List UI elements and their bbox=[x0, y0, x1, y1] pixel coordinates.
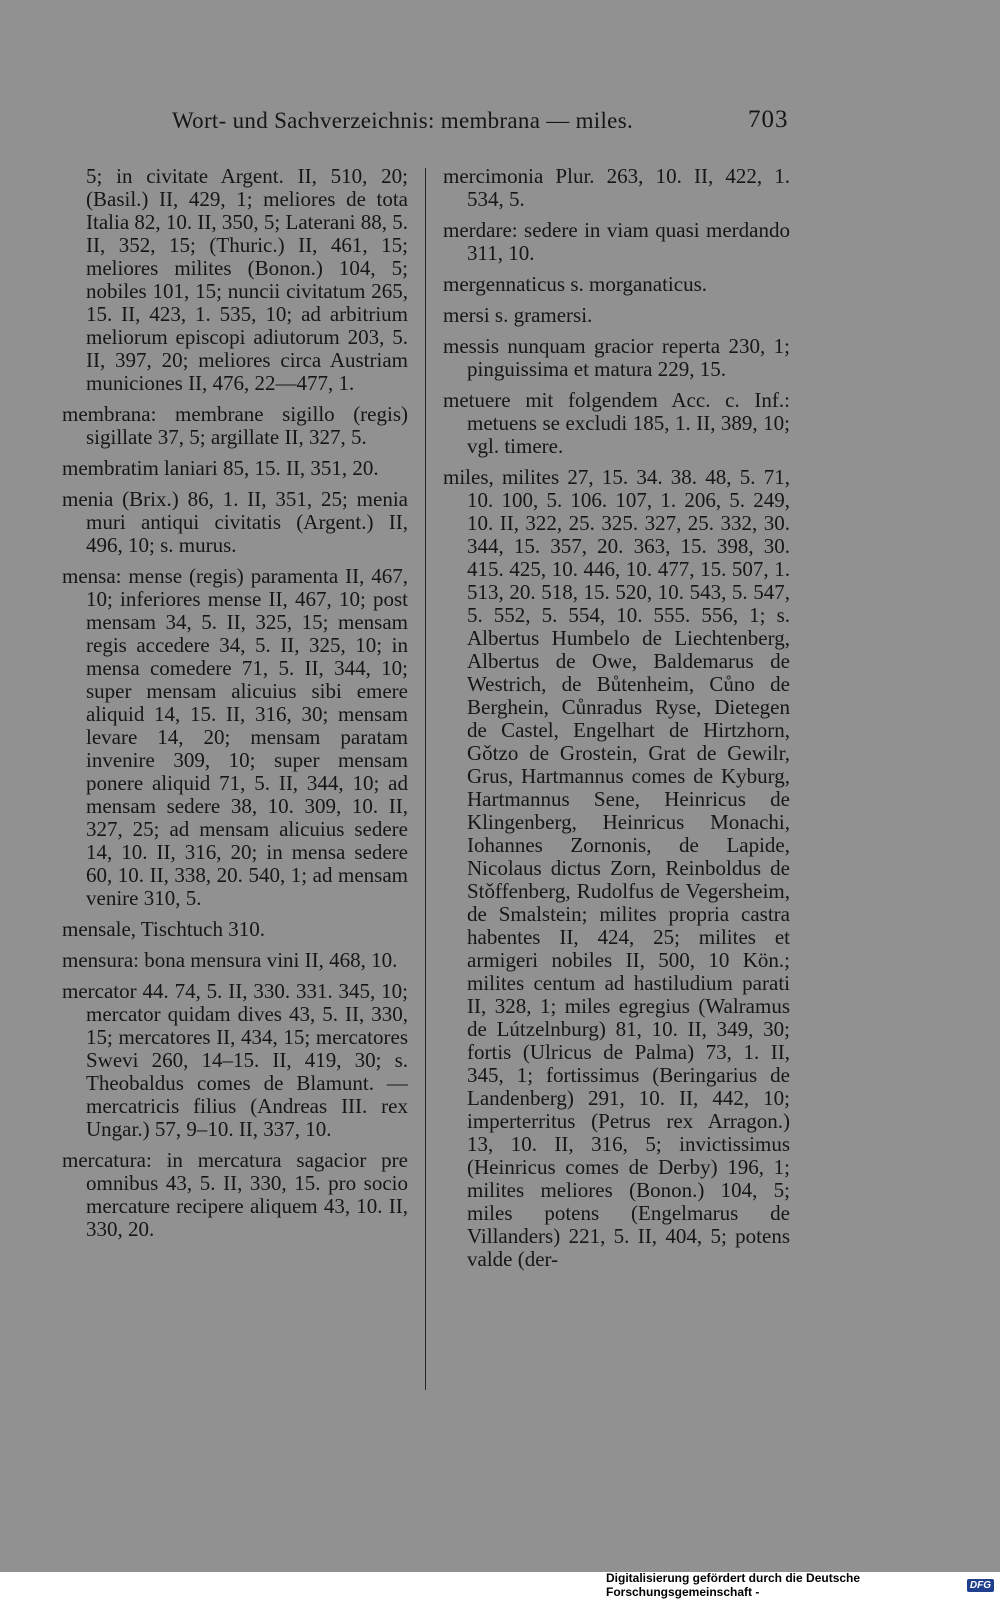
column-divider bbox=[425, 168, 426, 1390]
index-entry-metuere: metuere mit folgendem Acc. c. Inf.: metuens se excludi 185, 1. II, 389, 10; vgl. timere. bbox=[443, 388, 790, 458]
index-entry-membratim: membratim laniari 85, 15. II, 351, 20. bbox=[62, 456, 379, 480]
index-entry-mercator: mercator 44. 74, 5. II, 330. 331. 345, 10; mercator quidam dives 43, 5. II, 330, 15; mercatores II, 434, 15; mercatores Swevi 260, 14–15. II, 419, 30; s. Theobaldus comes de Blamunt. — mercatricis filius (Andreas III. rex Ungar.) 57, 9–10. II, 337, 10. bbox=[62, 979, 408, 1141]
index-entry-continuation: 5; in civitate Argent. II, 510, 20; (Basil.) II, 429, 1; meliores de tota Italia 82, 10. II, 350, 5; Laterani 88, 5. II, 352, 15; (Thuric.) II, 461, 15; meliores milites (Bonon.) 104, 5; nobiles 101, 15; nuncii civitatum 265, 15. II, 423, 1. 535, 10; ad arbitrium meliorum episcopi adiutorum 203, 5. II, 397, 20; meliores circa Austriam municiones II, 476, 22—477, 1. bbox=[86, 164, 408, 395]
credit-text: Digitalisierung gefördert durch die Deutsche Forschungsgemeinschaft - bbox=[606, 1571, 861, 1599]
index-entry-messis: messis nunquam gracior reperta 230, 1; pinguissima et matura 229, 15. bbox=[443, 334, 790, 381]
right-column bbox=[443, 165, 790, 1279]
index-entry-mercimonia: mercimonia Plur. 263, 10. II, 422, 1. 534, 5. bbox=[443, 164, 790, 211]
index-entry-miles: miles, milites 27, 15. 34. 38. 48, 5. 71, 10. 100, 5. 106. 107, 1. 206, 5. 249, 10. II, 322, 25. 325. 327, 25. 332, 30. 344, 15. 357, 20. 363, 15. 398, 30. 415. 425, 10. 446, 10. 477, 15. 507, 1. 513, 20. 518, 15. 520, 10. 543, 5. 547, 5. 552, 5. 554, 10. 555. 556, 1; s. Albertus Humbelo de Liechtenberg, Albertus de Owe, Baldemarus de Westrich, de Bůtenheim, Cůno de Berghein, Cůnradus Ryse, Dietegen de Castel, Engelhart de Hirtzhorn, Gǒtzo de Grostein, Grat de Gewilr, Grus, Hartmannus comes de Kyburg, Hartmannus Sene, Heinricus de Klingenberg, Heinricus Monachi, Iohannes Zornonis, de Lapide, Nicolaus dictus Zorn, Reinboldus de Stǒffenberg, Rudolfus de Vegersheim, de Smalstein; milites propria castra habentes II, 424, 25; milites et armigeri nobiles II, 500, 10 Kön.; milites centum ad hastiludium parati II, 328, 1; miles egregius (Walramus de Lútzelnburg) 81, 10. II, 349, 30; fortis (Ulricus de Palma) 73, 1. II, 345, 1; fortissimus (Beringarius de Landenberg) 291, 10. II, 442, 10; imperterritus (Petrus rex Arragon.) 13, 10. II, 316, 5; invictissimus (Heinricus comes de Derby) 196, 1; milites meliores (Bonon.) 104, 5; miles potens (Engelmarus de Villanders) 221, 5. II, 404, 5; potens valde (der- bbox=[443, 465, 790, 1271]
digitization-credit bbox=[606, 1571, 994, 1599]
index-entry-merdare: merdare: sedere in viam quasi merdando 311, 10. bbox=[443, 218, 790, 265]
running-head: Wort- und Sachverzeichnis: membrana — miles. bbox=[172, 108, 633, 133]
index-entry-mensura: mensura: bona mensura vini II, 468, 10. bbox=[62, 948, 398, 972]
index-entry-membrana: membrana: membrane sigillo (regis) sigillate 37, 5; argillate II, 327, 5. bbox=[62, 402, 408, 449]
index-entry-mersi: mersi s. gramersi. bbox=[443, 303, 593, 327]
dfg-logo: DFG bbox=[967, 1579, 994, 1592]
index-entry-mercatura: mercatura: in mercatura sagacior pre omnibus 43, 5. II, 330, 15. pro socio mercature recipere aliquem 43, 10. II, 330, 20. bbox=[62, 1148, 408, 1241]
left-column bbox=[62, 165, 408, 1249]
page-number: 703 bbox=[748, 106, 789, 133]
index-entry-menia: menia (Brix.) 86, 1. II, 351, 25; menia muri antiqui civitatis (Argent.) II, 496, 10; s. murus. bbox=[62, 487, 408, 557]
index-entry-mensale: mensale, Tischtuch 310. bbox=[62, 917, 265, 941]
index-entry-mergennaticus: mergennaticus s. morganaticus. bbox=[443, 272, 707, 296]
index-entry-mensa: mensa: mense (regis) paramenta II, 467, 10; inferiores mense II, 467, 10; post mensam 34, 5. II, 325, 15; mensam regis accedere 34, 5. II, 325, 10; in mensa comedere 71, 5. II, 344, 10; super mensam alicuius sibi emere aliquid 14, 15. II, 316, 30; mensam levare 14, 20; mensam paratam invenire 309, 10; super mensam ponere aliquid 71, 5. II, 344, 10; ad mensam sedere 38, 10. 309, 10. II, 327, 25; ad mensam alicuius sedere 14, 10. II, 316, 20; in mensa sedere 60, 10. II, 338, 20. 540, 1; ad mensam venire 310, 5. bbox=[62, 564, 408, 910]
